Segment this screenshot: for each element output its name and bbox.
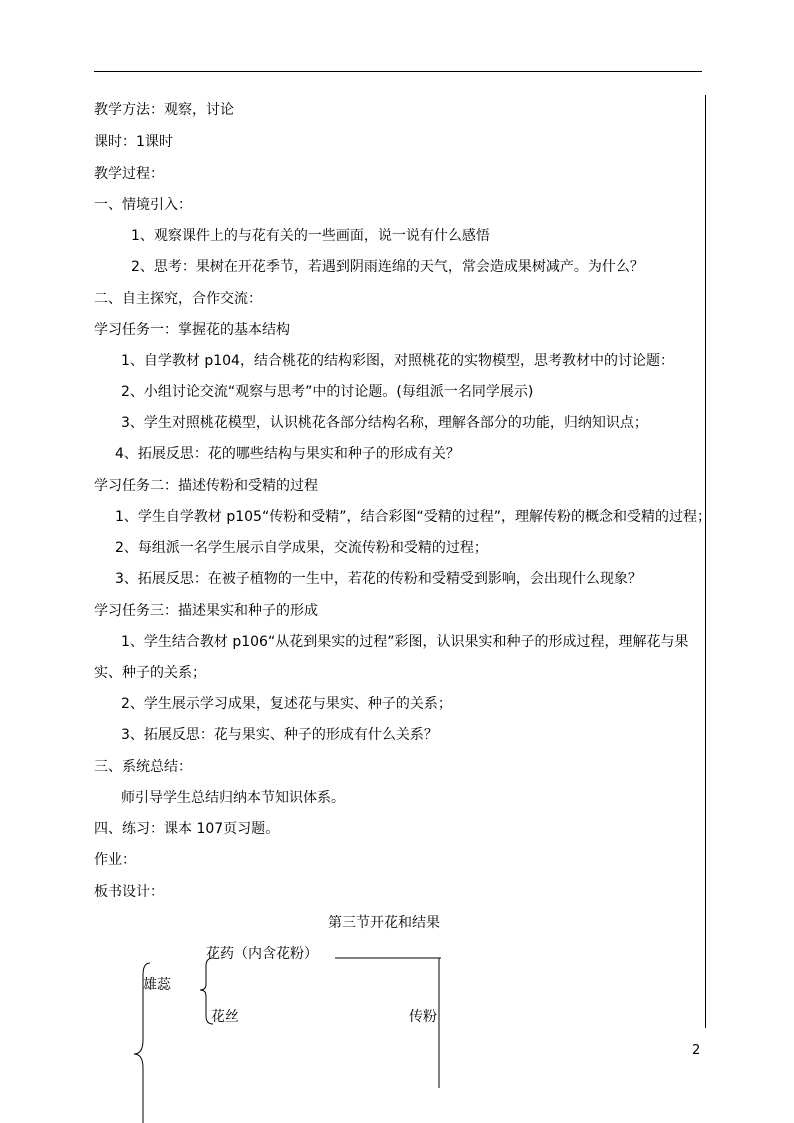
teaching-method: 教学方法：观察，讨论 (94, 102, 234, 118)
section-3-heading: 三、系统总结： (94, 759, 192, 775)
section-2-heading: 二、自主探究，合作交流： (94, 291, 262, 307)
pollination-label: 传粉 (409, 1009, 437, 1025)
class-hours: 课时：1课时 (94, 134, 173, 150)
anther-label: 花药（内含花粉） (206, 946, 318, 962)
page-number: 2 (692, 1043, 701, 1058)
task-1-item-4: 4、拓展反思：花的哪些结构与果实和种子的形成有关？ (115, 446, 460, 462)
task-1-heading: 学习任务一：掌握花的基本结构 (94, 322, 290, 338)
task-1-item-3: 3、学生对照桃花模型，认识桃花各部分结构名称，理解各部分的功能，归纳知识点； (121, 415, 648, 431)
section-4-practice: 四、练习：课本 107页习题。 (94, 821, 280, 837)
task-2-item-3: 3、拓展反思：在被子植物的一生中，若花的传粉和受精受到影响，会出现什么现象？ (115, 571, 642, 587)
section-1-item-1: 1、观察课件上的与花有关的一些画面，说一说有什么感悟 (131, 228, 490, 244)
task-3-item-1-line-2: 实、种子的关系； (94, 665, 206, 681)
task-2-heading: 学习任务二：描述传粉和受精的过程 (94, 478, 318, 494)
section-1-heading: 一、情境引入： (94, 197, 192, 213)
board-title: 第三节开花和结果 (328, 915, 440, 931)
task-3-item-3: 3、拓展反思：花与果实、种子的形成有什么关系？ (121, 727, 438, 743)
board-design-heading: 板书设计： (94, 884, 164, 900)
task-3-item-2: 2、学生展示学习成果，复述花与果实、种子的关系； (121, 696, 452, 712)
homework-heading: 作业： (94, 852, 136, 868)
stamen-label: 雄蕊 (143, 977, 171, 993)
task-3-heading: 学习任务三：描述果实和种子的形成 (94, 603, 318, 619)
task-2-item-1: 1、学生自学教材 p105“传粉和受精”，结合彩图“受精的过程”，理解传粉的概念和受精的过程； (115, 509, 711, 525)
right-margin-rule (705, 95, 706, 1028)
task-2-item-2: 2、每组派一名学生展示自学成果，交流传粉和受精的过程； (115, 540, 488, 556)
section-3-item: 师引导学生总结归纳本节知识体系。 (121, 790, 345, 806)
header-rule (94, 71, 702, 72)
section-1-item-2: 2、思考：果树在开花季节，若遇到阴雨连绵的天气，常会造成果树减产。为什么？ (131, 259, 644, 275)
filament-label: 花丝 (211, 1009, 239, 1025)
teaching-process-heading: 教学过程： (94, 166, 164, 182)
task-1-item-1: 1、自学教材 p104，结合桃花的结构彩图，对照桃花的实物模型，思考教材中的讨论题： (121, 353, 674, 369)
task-1-item-2: 2、小组讨论交流“观察与思考”中的讨论题。(每组派一名同学展示) (121, 384, 534, 400)
task-3-item-1-line-1: 1、学生结合教材 p106“从花到果实的过程”彩图，认识果实和种子的形成过程，理解花与果 (121, 634, 689, 650)
